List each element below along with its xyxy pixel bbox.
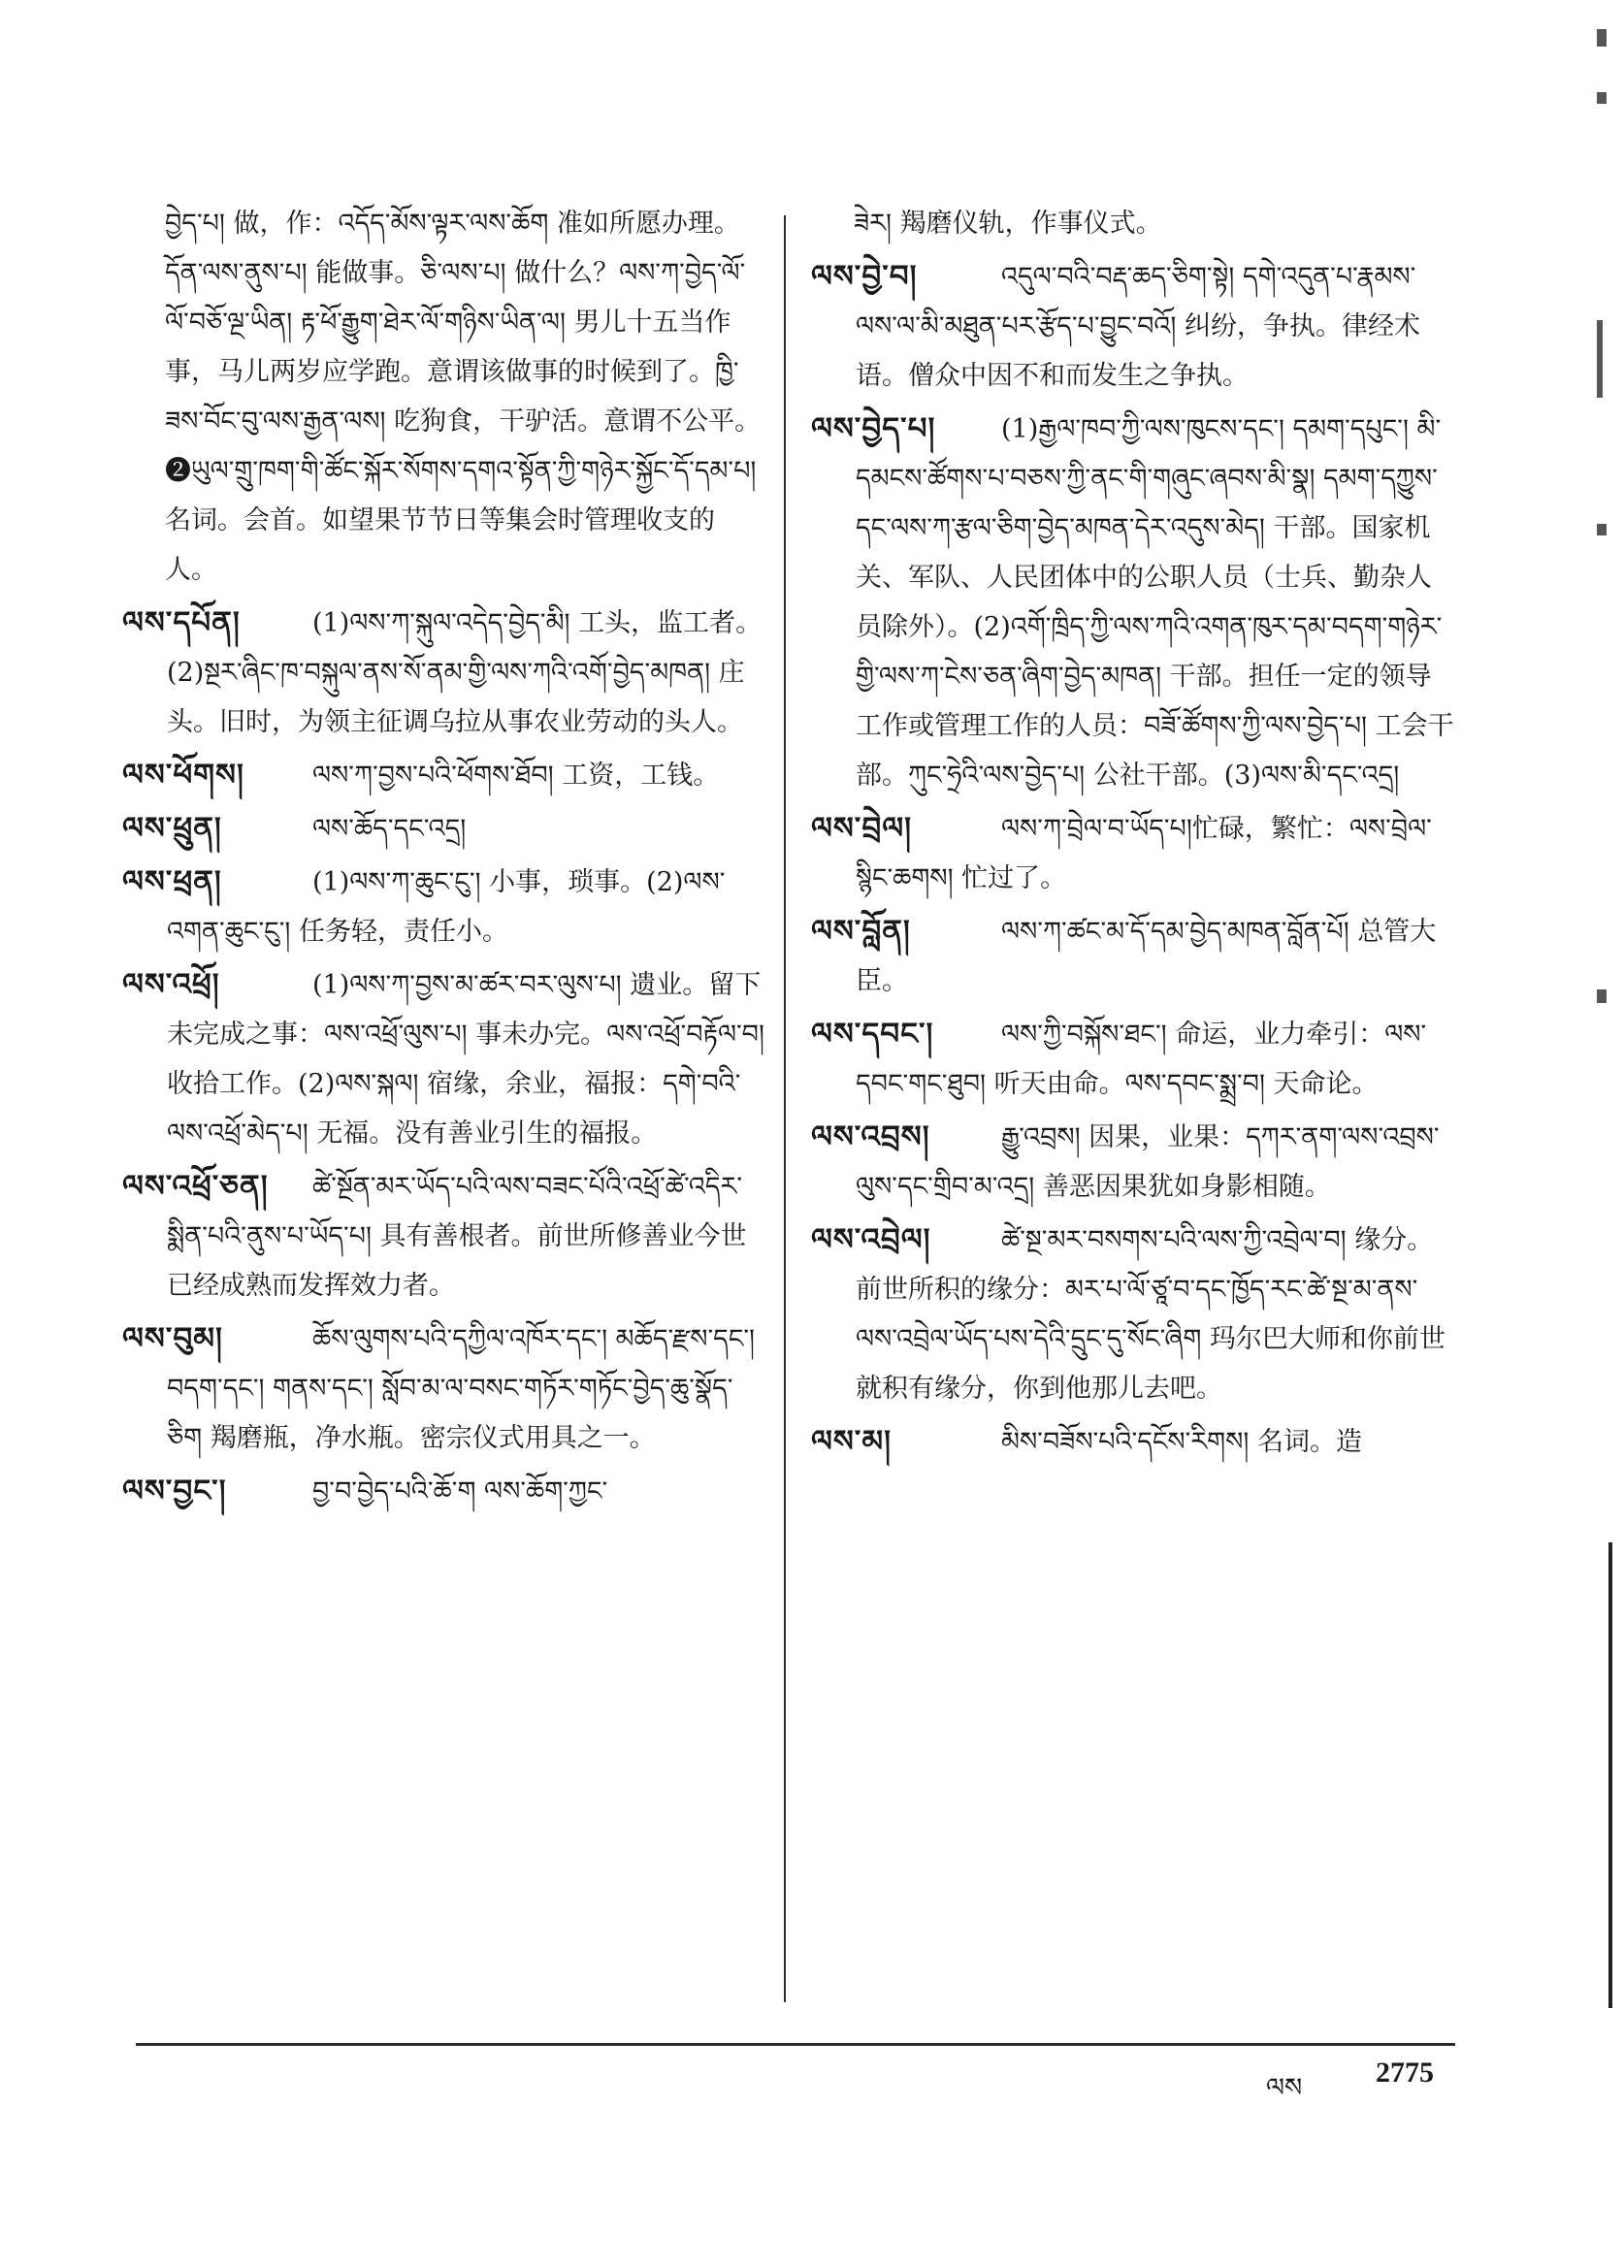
entry-headword: ལས་འབྲས། xyxy=(811,1119,930,1154)
entry-headword: ལས་བྱང་། xyxy=(122,1474,227,1508)
dictionary-entry xyxy=(811,907,1455,1006)
dictionary-entry xyxy=(122,858,766,956)
entry-definition: ལས་ཆོད་དང་འདྲ། xyxy=(312,814,467,844)
dictionary-entry xyxy=(122,960,766,1158)
dictionary-entry xyxy=(122,599,766,747)
scan-edge-bar xyxy=(1608,1542,1612,2008)
entry-definition: ཚེ་སྔ་མར་བསགས་པའི་ལས་ཀྱི་འབྲེལ་བ། 缘分。前世所积的缘分：མར་པ་ལོ་ཙཱ་བ་དང་ཁྱོད་རང་ཚེ་སྔ་མ་ནས་ལས་འབྲེལ་ཡོད་པས་དེའི་དྲུང་དུ་སོང་ཞིག 玛尔巴大师和你前世就积有缘分，你到他那儿去吧。 xyxy=(856,1225,1445,1404)
entry-headword: ལས་བུམ། xyxy=(122,1321,223,1356)
running-head: ལས xyxy=(1266,2073,1303,2103)
dictionary-entry xyxy=(122,751,766,800)
dictionary-entry xyxy=(122,1162,766,1311)
dictionary-entry xyxy=(811,1113,1455,1212)
entry-headword: ལས་བློན། xyxy=(811,914,911,949)
dictionary-entry xyxy=(815,199,1455,248)
right-column xyxy=(811,199,1455,1471)
entry-definition: འདུལ་བའི་བརྡ་ཆད་ཅིག་སྟེ། དགེ་འདུན་པ་རྣམས་ལས་ལ་མི་མཐུན་པར་རྩོད་པ་བྱུང་བའོ། 纠纷，争执。律经术语。僧众中因不和而发生之争执。 xyxy=(856,262,1420,391)
entry-definition: (1)ལས་ཀ་བྱས་མ་ཚར་བར་ལུས་པ། 遗业。留下未完成之事：ལས་འཕྲོ་ལུས་པ། 事未办完。ལས་འཕྲོ་བརྟོལ་བ། 收拾工作。(2)ལས་སྐལ། 宿缘，余业，福报：དགེ་བའི་ལས་འཕྲོ་མེད་པ། 无福。没有善业引生的福报。 xyxy=(167,970,764,1149)
left-column xyxy=(122,199,766,1520)
dictionary-entry xyxy=(811,1417,1455,1467)
entry-definition: ཆོས་ལུགས་པའི་དཀྱིལ་འཁོར་དང་། མཆོད་རྫས་དང་། བདག་དང་། གནས་དང་། སློབ་མ་ལ་བསང་གཏོར་གཏོང་བྱེད་ཆུ་སྣོད་ཅིག 羯磨瓶，净水瓶。密宗仪式用具之一。 xyxy=(167,1324,755,1453)
entry-definition: (1)ལས་ཀ་ཆུང་ངུ་། 小事，琐事。(2)ལས་འགན་ཆུང་ངུ་། 任务轻，责任小。 xyxy=(167,867,726,947)
column-divider xyxy=(784,215,786,2002)
dictionary-entry xyxy=(811,1010,1455,1109)
entry-headword: ལས་བྲེལ། xyxy=(811,811,912,846)
entry-definition: ལས་ཀྱི་བསྐོས་ཐང་། 命运，业力牵引：ལས་དབང་གང་ཐུབ། 听天由命。ལས་དབང་སྨྲ་བ། 天命论。 xyxy=(856,1020,1427,1099)
entry-headword: ལས་འབྲེལ། xyxy=(811,1222,931,1257)
entry-definition: རྒྱུ་འབྲས། 因果，业果：དཀར་ནག་ལས་འབྲས་ལུས་དང་གྲིབ་མ་འདྲ། 善恶因果犹如身影相随。 xyxy=(856,1122,1440,1202)
entry-headword: ལས་ཕོགས། xyxy=(122,758,244,793)
entry-definition: (1)ལས་ཀ་སྐུལ་འདེད་བྱེད་མི། 工头，监工者。(2)སྔར་ཞིང་ཁ་བསྐུལ་ནས་སོ་ནམ་གྱི་ལས་ཀའི་འགོ་བྱེད་མཁན། 庄头。旧时，为领主征调乌拉从事农业劳动的头人。 xyxy=(167,608,763,737)
dictionary-entry xyxy=(811,405,1455,800)
dictionary-entry xyxy=(122,1314,766,1463)
entry-definition: བྱ་བ་བྱེད་པའི་ཆོ་ག ལས་ཆོག་ཀྱང་ xyxy=(312,1476,608,1507)
entry-headword: ལས་འཕྲོ་ཅན། xyxy=(122,1169,269,1204)
dictionary-entry xyxy=(122,804,766,854)
entry-definition: (1)རྒྱལ་ཁབ་ཀྱི་ལས་ཁུངས་དང་། དམག་དཔུང་། མི་དམངས་ཚོགས་པ་བཅས་ཀྱི་ནང་གི་གཞུང་ཞབས་མི་སྣ། དམག་དཀྱུས་དང་ལས་ཀ་རྩལ་ཅིག་བྱེད་མཁན་དེར་འདུས་མེད། 干部。国家机关、军队、人民团体中的公职人员（士兵、勤杂人员除外）。(2)འགོ་ཁྲིད་ཀྱི་ལས་ཀའི་འགན་ཁུར་དམ་བདག་གཉེར་གྱི་ལས་ཀ་ངེས་ཅན་ཞིག་བྱེད་མཁན། 干部。担任一定的领导工作或管理工作的人员：བཟོ་ཚོགས་ཀྱི་ལས་བྱེད་པ། 工会干部。ཀུང་ཧྲེའི་ལས་བྱེད་པ། 公社干部。(3)ལས་མི་དང་འདྲ། xyxy=(856,414,1454,791)
dictionary-entry xyxy=(122,1467,766,1516)
entry-headword: ལས་བྱེད་པ། xyxy=(811,411,936,446)
entry-definition: ཟེར། 羯磨仪轨，作事仪式。 xyxy=(854,209,1162,239)
footer-rule xyxy=(136,2043,1455,2046)
entry-headword: ལས་མ། xyxy=(811,1424,892,1459)
entry-headword: ལས་ཕྲུན། xyxy=(122,811,222,846)
dictionary-entry xyxy=(811,804,1455,903)
entry-definition: ཚེ་སྔོན་མར་ཡོད་པའི་ལས་བཟང་པོའི་འཕྲོ་ཚེ་འདིར་སྨིན་པའི་ནུས་པ་ཡོད་པ། 具有善根者。前世所修善业今世已经成熟而发挥效力者。 xyxy=(167,1172,747,1301)
entry-headword: ལས་བྱེ་བ། xyxy=(811,259,918,294)
entry-definition: ལས་ཀ་བྲེལ་བ་ཡོད་པ།忙碌，繁忙：ལས་བྲེལ་སྙིང་ཆགས། 忙过了。 xyxy=(856,814,1432,893)
dictionary-entry xyxy=(811,252,1455,401)
entry-definition: བྱེད་པ། 做，作：འདོད་མོས་ལྟར་ལས་ཆོག 准如所愿办理。དོན་ལས་ནུས་པ། 能做事。ཅི་ལས་པ། 做什么？ལས་ཀ་བྱེད་ལོ་ལོ་བཅོ་ལྔ་ཡིན། རྟ་ཕོ་རྒྱུག་ཐེར་ལོ་གཉིས་ཡིན་ལ། 男儿十五当作事，马儿两岁应学跑。意谓该做事的时候到了。ཁྱི་ཟས་བོང་བུ་ལས་རྒྱན་ལས། 吃狗食，干驴活。意谓不公平。❷ཡུལ་གྲུ་ཁག་གི་ཚོང་སྐོར་སོགས་དགའ་སྟོན་ཀྱི་གཉེར་སྐྱོང་དོ་དམ་པ། 名词。会首。如望果节节日等集会时管理收支的人。 xyxy=(165,209,762,585)
dictionary-entry xyxy=(811,1215,1455,1413)
entry-headword: ལས་ཕྲན། xyxy=(122,864,222,899)
entry-definition: ལས་ཀ་ཚང་མ་དོ་དམ་བྱེད་མཁན་བློན་པོ། 总管大臣。 xyxy=(856,917,1437,996)
page-number: 2775 xyxy=(1376,2057,1434,2089)
entry-headword: ལས་འཕྲོ། xyxy=(122,967,220,1002)
scan-edge-marks xyxy=(1591,0,1624,2268)
entry-definition: ལས་ཀ་བྱས་པའི་ཕོགས་ཐོབ། 工资，工钱。 xyxy=(312,761,720,791)
entry-headword: ལས་དཔོན། xyxy=(122,605,241,640)
dictionary-entry xyxy=(126,199,766,595)
entry-headword: ལས་དབང་། xyxy=(811,1017,934,1052)
entry-definition: མིས་བཟོས་པའི་དངོས་རིགས། 名词。造 xyxy=(1001,1427,1362,1457)
